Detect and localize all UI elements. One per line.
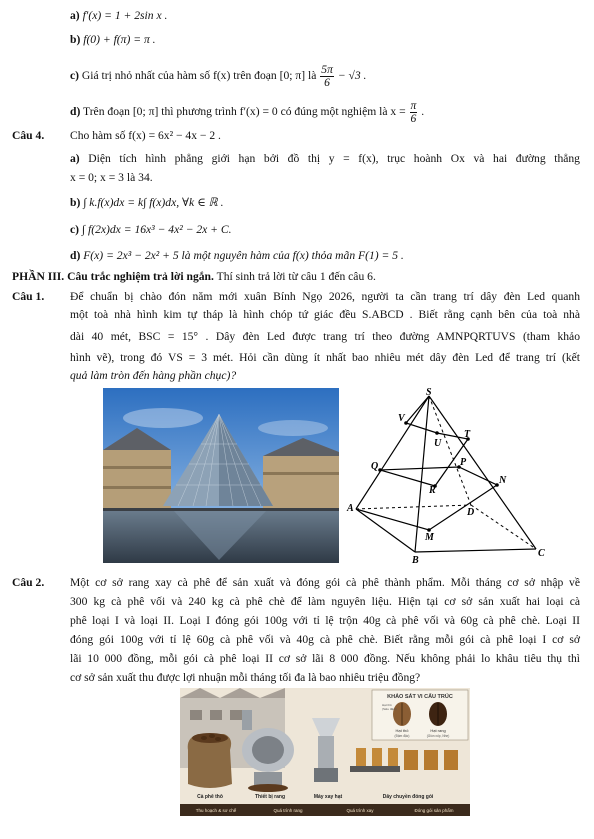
louvre-pyramid-photo (103, 388, 339, 563)
p2-item-d (70, 100, 424, 125)
bean2-sublabel: (Giòn xốp, Nhẹ) (426, 734, 450, 738)
question-label: Câu 2. (12, 576, 45, 589)
label-C: C (538, 548, 545, 559)
bean2-label: Hạt rang (430, 728, 446, 733)
c2-line: Một cơ sở rang xay cà phê để sản xuất và đóng gói cà phê thành phẩm. Mỗi tháng cơ sở nhập về (70, 576, 580, 589)
math-expression: f(0) + f(π) = π . (83, 33, 156, 46)
math-expression: ∫ k.f(x)dx = k∫ f(x)dx, ∀k ∈ ℝ . (83, 196, 224, 209)
item-label: c) (70, 223, 80, 236)
label-T: T (464, 429, 471, 440)
c4-item-a (70, 151, 580, 166)
part-title: PHẦN III. Câu trắc nghiệm trả lời ngắn. (12, 270, 214, 283)
small-sublabel: (Siêu đậm) (382, 707, 397, 711)
part-subtitle: Thí sinh trả lời từ câu 1 đến câu 6. (216, 270, 376, 283)
math-expression: f′(x) = 1 + 2sin x . (82, 9, 168, 22)
stage-label: Máy xay hạt (313, 794, 343, 800)
item-text: . (421, 105, 425, 119)
coffee-process-illustration (180, 688, 470, 816)
math-expression: ∫ f(2x)dx = 16x³ − 4x² − 2x + C. (81, 223, 232, 236)
panel-title: KHẢO SÁT VI CẤU TRÚC (387, 694, 453, 700)
edge-DC (471, 505, 536, 549)
item-label: d) (70, 249, 81, 262)
edge-BC (415, 549, 536, 552)
question-intro: Cho hàm số f(x) = 6x² − 4x − 2 . (70, 129, 221, 142)
c1-line: quả làm tròn đến hàng phần chục)? (70, 369, 237, 382)
part-heading (12, 269, 376, 284)
label-S: S (426, 388, 432, 398)
edge-AB (356, 509, 415, 552)
math-expression: F(x) = 2x³ − 2x² + 5 là một nguyên hàm của f(x) thỏa mãn F(1) = 5 . (83, 249, 404, 262)
label-V: V (398, 413, 405, 424)
pyramid-diagram (340, 388, 550, 568)
question-label: Câu 1. (12, 290, 45, 303)
label-D: D (467, 507, 475, 518)
item-text: Diện tích hình phẳng giới hạn bởi đồ thị y = f(x), trục hoành Ox và hai đường thẳng (88, 152, 580, 165)
stage-label: Thiết bị rang (255, 794, 285, 800)
stage-label: Cà phê thô (197, 794, 223, 800)
label-P: P (460, 457, 467, 468)
band-label: Quá trình rang (273, 808, 303, 813)
item-label: a) (70, 9, 80, 22)
band-label: Quá trình xay (346, 808, 374, 813)
label-B: B (412, 555, 419, 566)
c2-line: phê loại I và loại II. Loại I đóng gói 100g với tỉ lệ trộn 40g cà phê vối và 60g cà phê chè. Loại II (70, 614, 580, 627)
item-text: Trên đoạn [0; π] thì phương trình f′(x) = 0 có đúng một nghiệm là x = (83, 105, 406, 119)
label-M: M (425, 532, 434, 543)
p2-item-a (70, 8, 167, 23)
item-label: a) (70, 152, 80, 165)
item-label: b) (70, 33, 81, 46)
fraction: $\frac{5\pi}{6}$ (321, 63, 333, 89)
c4-item-d (70, 248, 404, 263)
c1-line: hình vẽ), trong đó VS = 3 mét. Hỏi cần dùng ít nhất bao nhiêu mét dây đèn Led để trang trí (kết (70, 351, 580, 364)
p2-item-b (70, 32, 156, 47)
edge-SA (356, 396, 429, 509)
c2-line: cơ sở sản xuất thu được lợi nhuận mỗi tháng tối đa là bao nhiêu triệu đồng? (70, 671, 421, 684)
c4-item-b (70, 195, 224, 210)
label-A: A (347, 503, 354, 514)
c2-line: lãi 10 000 đồng, mỗi gói cà phê loại II cơ sở lãi 8 000 đồng. Nếu không phải lo khâu tiêu thụ thì (70, 652, 580, 665)
c1-line: một toà nhà hình kim tự tháp là hình chóp tứ giác đều S.ABCD . Biết rằng cạnh bên của toà nhà (70, 308, 580, 321)
bean1-label: Hạt thô (395, 728, 409, 733)
c1-line: Để chuẩn bị chào đón năm mới xuân Bính Ngọ 2026, người ta cần trang trí dây đèn Led quanh (70, 290, 580, 303)
bean1-sublabel: (Đậm đặc) (394, 734, 410, 738)
item-label: d) (70, 105, 81, 119)
label-R: R (429, 485, 436, 496)
item-text: Giá trị nhỏ nhất của hàm số f(x) trên đoạn [0; π] là (81, 69, 317, 83)
small-label: Hạt thô (382, 703, 392, 707)
c4-item-a-line2: x = 0; x = 3 là 34. (70, 171, 153, 184)
c4-item-c (70, 222, 232, 237)
edge-AD (356, 505, 471, 509)
band-label: Đóng gói sản phẩm (414, 808, 454, 813)
c2-line: 300 kg cà phê vối và 240 kg cà phê chè để làm nguyên liệu. Hiện tại cơ sở sản xuất hai loại cà (70, 595, 580, 608)
c1-line: dài 40 mét, BSC = 15° . Dây đèn Led được trang trí theo đường AMNPQRTUVS (tham khảo (70, 330, 580, 343)
item-label: c) (70, 69, 80, 83)
c2-line: đóng gói 100g với tỉ lệ 60g cà phê vối và 40g cà phê chè. Biết rằng mỗi gói cà phê loại I cơ sở (70, 633, 580, 646)
p2-item-c (70, 64, 366, 89)
item-label: b) (70, 196, 81, 209)
label-N: N (499, 475, 507, 486)
label-U: U (434, 438, 442, 449)
band-label: Thu hoạch & sơ chế (195, 808, 237, 813)
stage-label: Dây chuyền đóng gói (382, 794, 434, 800)
math-expression: − √3 . (337, 69, 367, 83)
fraction: $\frac{\pi}{6}$ (410, 99, 417, 125)
label-Q: Q (371, 461, 379, 472)
question-label: Câu 4. (12, 129, 45, 142)
